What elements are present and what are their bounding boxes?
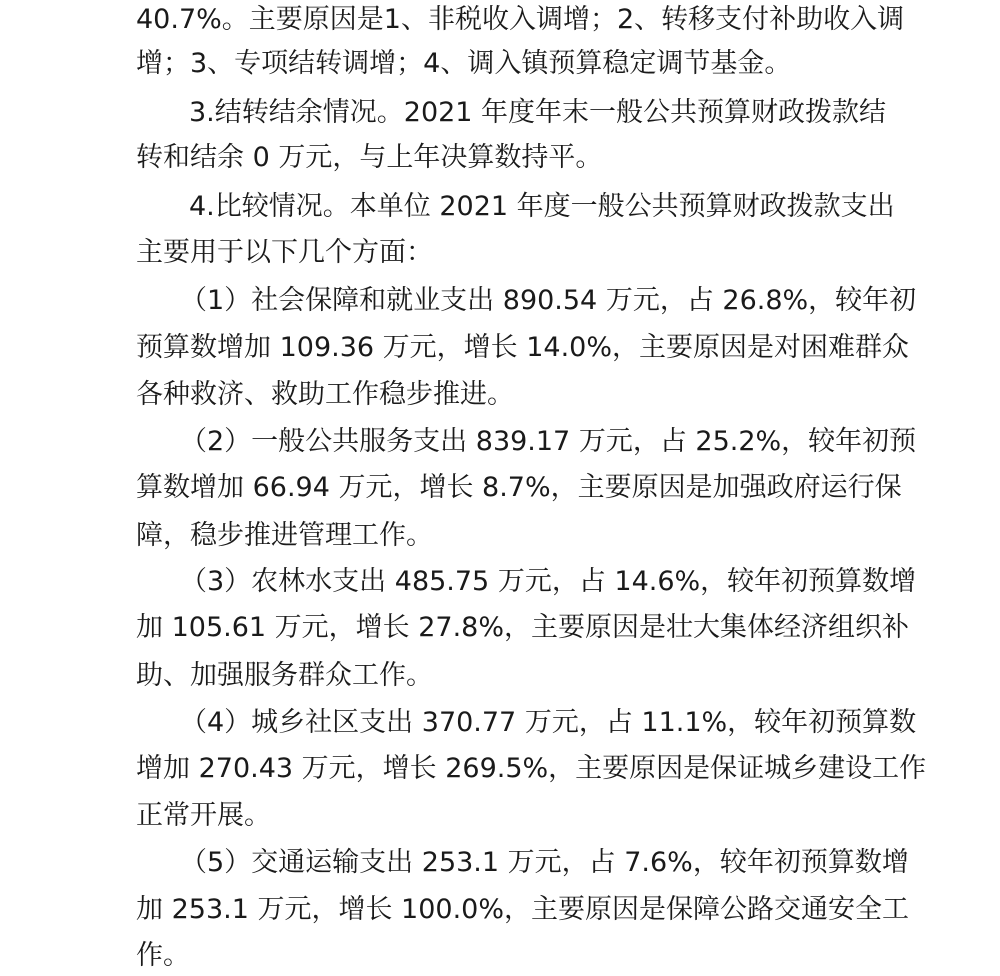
text-line: 预算数增加 109.36 万元，增长 14.0%，主要原因是对困难群众 bbox=[136, 332, 909, 363]
text-line: 3.结转结余情况。2021 年度年末一般公共预算财政拨款结 bbox=[189, 97, 887, 128]
text-line: 主要用于以下几个方面： bbox=[136, 237, 433, 268]
text-line: 增加 270.43 万元，增长 269.5%，主要原因是保证城乡建设工作 bbox=[136, 753, 927, 784]
text-line: 算数增加 66.94 万元，增长 8.7%，主要原因是加强政府运行保 bbox=[136, 472, 902, 503]
text-line: 加 253.1 万元，增长 100.0%，主要原因是保障公路交通安全工 bbox=[136, 894, 909, 925]
text-line: （1）社会保障和就业支出 890.54 万元，占 26.8%，较年初 bbox=[180, 285, 917, 316]
text-line: （2）一般公共服务支出 839.17 万元，占 25.2%，较年初预 bbox=[180, 426, 917, 457]
text-line: （5）交通运输支出 253.1 万元，占 7.6%，较年初预算数增 bbox=[180, 847, 909, 878]
text-line: 作。 bbox=[136, 940, 190, 971]
text-line: 各种救济、救助工作稳步推进。 bbox=[136, 379, 514, 410]
text-line: 转和结余 0 万元，与上年决算数持平。 bbox=[136, 142, 603, 173]
text-line: 助、加强服务群众工作。 bbox=[136, 660, 433, 691]
text-line: 增；3、专项结转调增；4、调入镇预算稳定调节基金。 bbox=[136, 48, 792, 79]
text-line: 加 105.61 万元，增长 27.8%，主要原因是壮大集体经济组织补 bbox=[136, 612, 909, 643]
text-line: 4.比较情况。本单位 2021 年度一般公共预算财政拨款支出 bbox=[189, 191, 895, 222]
text-line: 正常开展。 bbox=[136, 800, 271, 831]
text-line: （3）农林水支出 485.75 万元，占 14.6%，较年初预算数增 bbox=[180, 566, 917, 597]
text-line: （4）城乡社区支出 370.77 万元，占 11.1%，较年初预算数 bbox=[180, 707, 917, 738]
text-line: 40.7%。主要原因是1、非税收入调增；2、转移支付补助收入调 bbox=[136, 4, 905, 35]
text-line: 障，稳步推进管理工作。 bbox=[136, 520, 433, 551]
